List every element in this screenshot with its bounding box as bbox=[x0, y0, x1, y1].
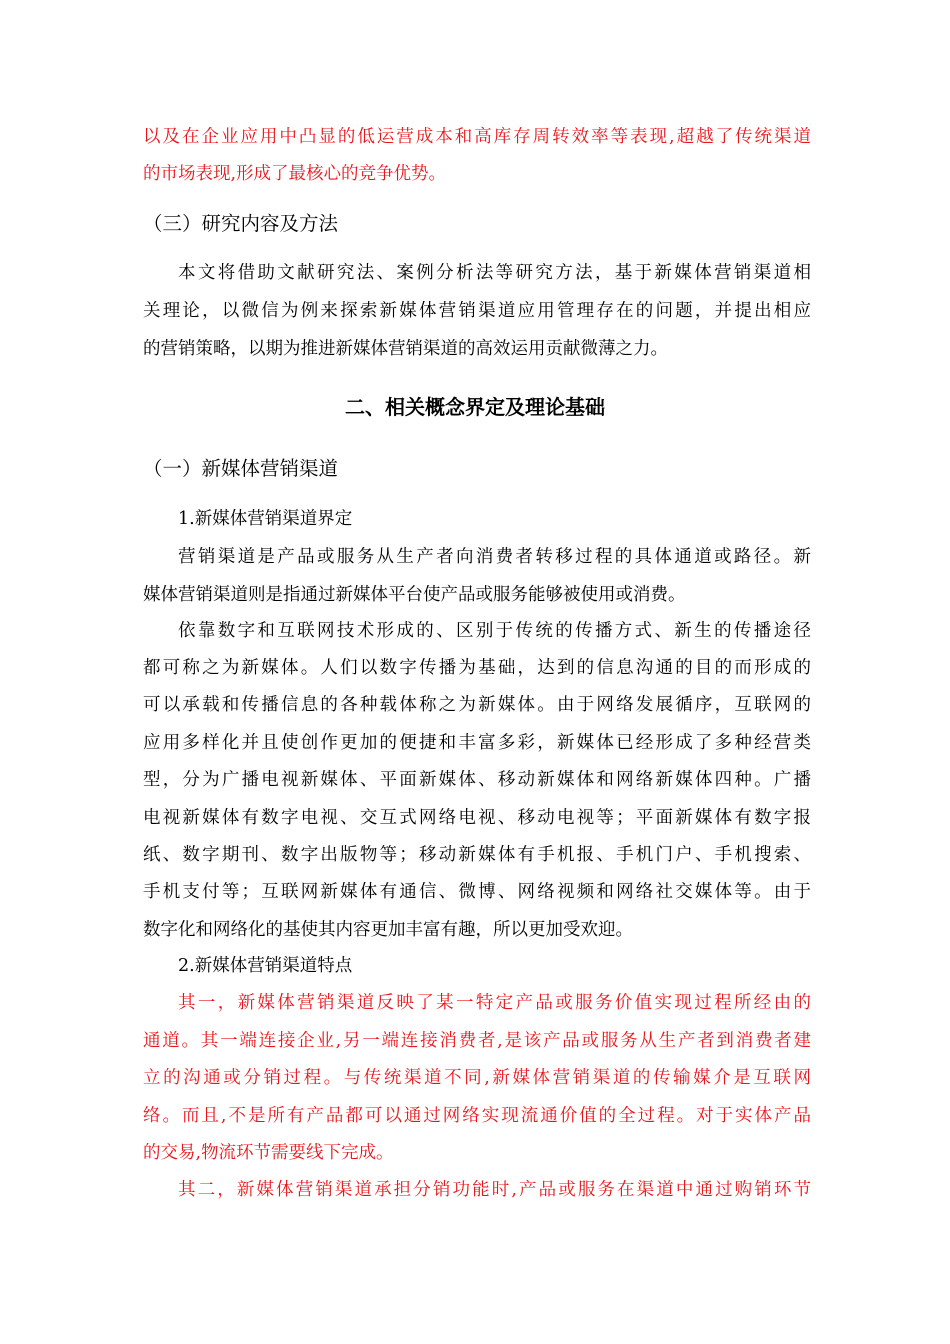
research-paragraph-line-2: 关理论，以微信为例来探索新媒体营销渠道应用管理存在的问题，并提出相应 bbox=[143, 301, 811, 321]
research-paragraph-line-3: 的营销策略，以期为推进新媒体营销渠道的高效运用贡献微薄之力。 bbox=[143, 339, 668, 359]
definition-paragraph-2-line-6: 电视新媒体有数字电视、交互式网络电视、移动电视等；平面新媒体有数字报 bbox=[143, 808, 811, 828]
intro-red-line-1: 以及在企业应用中凸显的低运营成本和高库存周转效率等表现,超越了传统渠道 bbox=[143, 127, 811, 147]
definition-paragraph-2-line-8: 手机支付等；互联网新媒体有通信、微博、网络视频和网络社交媒体等。由于 bbox=[143, 882, 811, 902]
subsection-title-features: 2.新媒体营销渠道特点 bbox=[178, 956, 353, 976]
features-paragraph-1-line-1: 其一，新媒体营销渠道反映了某一特定产品或服务价值实现过程所经由的 bbox=[178, 993, 811, 1013]
definition-paragraph-2-line-7: 纸、数字期刊、数字出版物等；移动新媒体有手机报、手机门户、手机搜索、 bbox=[143, 845, 811, 865]
definition-paragraph-1-line-1: 营销渠道是产品或服务从生产者向消费者转移过程的具体通道或路径。新 bbox=[178, 547, 811, 567]
features-paragraph-1-line-2: 通道。其一端连接企业,另一端连接消费者,是该产品或服务从生产者到消费者建 bbox=[143, 1031, 811, 1051]
section-heading-research-content: （三）研究内容及方法 bbox=[143, 212, 339, 235]
definition-paragraph-2-line-4: 应用多样化并且使创作更加的便捷和丰富多彩，新媒体已经形成了多种经营类 bbox=[143, 733, 811, 753]
definition-paragraph-1-line-2: 媒体营销渠道则是指通过新媒体平台使产品或服务能够被使用或消费。 bbox=[143, 585, 686, 605]
definition-paragraph-2-line-5: 型，分为广播电视新媒体、平面新媒体、移动新媒体和网络新媒体四种。广播 bbox=[143, 770, 811, 790]
definition-paragraph-2-line-3: 可以承载和传播信息的各种载体称之为新媒体。由于网络发展循序，互联网的 bbox=[143, 695, 811, 715]
features-paragraph-2-line-1: 其二，新媒体营销渠道承担分销功能时,产品或服务在渠道中通过购销环节 bbox=[178, 1180, 811, 1200]
definition-paragraph-2-line-1: 依靠数字和互联网技术形成的、区别于传统的传播方式、新生的传播途径 bbox=[178, 621, 811, 641]
subsection-title-definition: 1.新媒体营销渠道界定 bbox=[178, 509, 353, 529]
definition-paragraph-2-line-2: 都可称之为新媒体。人们以数字传播为基础，达到的信息沟通的目的而形成的 bbox=[143, 658, 811, 678]
definition-paragraph-2-line-9: 数字化和网络化的基使其内容更加丰富有趣，所以更加受欢迎。 bbox=[143, 920, 633, 940]
features-paragraph-1-line-5: 的交易,物流环节需要线下完成。 bbox=[143, 1143, 394, 1163]
features-paragraph-1-line-3: 立的沟通或分销过程。与传统渠道不同,新媒体营销渠道的传输媒介是互联网 bbox=[143, 1068, 811, 1088]
intro-red-line-2: 的市场表现,形成了最核心的竞争优势。 bbox=[143, 164, 447, 184]
section-heading-new-media-channel: （一）新媒体营销渠道 bbox=[143, 457, 339, 480]
research-paragraph-line-1: 本文将借助文献研究法、案例分析法等研究方法，基于新媒体营销渠道相 bbox=[178, 263, 811, 283]
chapter-title: 二、相关概念界定及理论基础 bbox=[345, 395, 605, 419]
features-paragraph-1-line-4: 络。而且,不是所有产品都可以通过网络实现流通价值的全过程。对于实体产品 bbox=[143, 1106, 811, 1126]
